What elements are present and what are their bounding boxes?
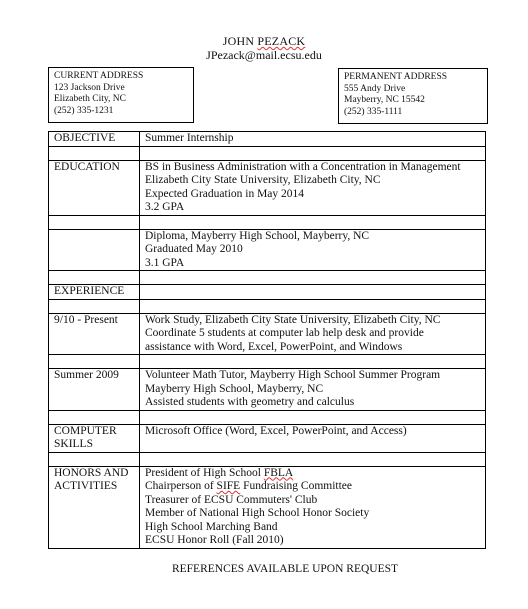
education-row (49, 160, 486, 215)
objective-row (49, 132, 486, 147)
current-address-line2: Elizabeth City, NC (54, 94, 126, 104)
current-address-box (48, 67, 194, 123)
honors-item-text: President of High School (145, 466, 264, 479)
spacer-row (49, 410, 486, 424)
experience-job-row (49, 369, 486, 411)
name-first: OHN (227, 34, 258, 48)
name-initial: J (222, 34, 228, 48)
objective-value: Summer Internship (140, 132, 486, 147)
spacer-row (49, 355, 486, 369)
education-1-line: 3.2 GPA (145, 201, 185, 213)
experience-header-row (49, 285, 486, 300)
honors-item: ECSU Honor Roll (Fall 2010) (145, 534, 284, 546)
permanent-address-box (338, 68, 488, 124)
job-2-date: Summer 2009 (49, 369, 140, 411)
education-1-line: Elizabeth City State University, Elizabeth City, NC (145, 174, 381, 186)
skills-row (49, 424, 486, 452)
permanent-address-line2: Mayberry, NC 15542 (344, 95, 425, 105)
honors-label (49, 466, 140, 548)
honors-label-line: ACTIVITIES (54, 480, 118, 492)
job-1-details (140, 313, 486, 355)
name-surname: PEZACK (257, 34, 306, 48)
job-2-details (140, 369, 486, 411)
spacer-row (49, 299, 486, 313)
references-note: REFERENCES AVAILABLE UPON REQUEST (171, 563, 399, 575)
permanent-address-phone: (252) 335-1111 (344, 106, 403, 117)
job-1-line: Work Study, Elizabeth City State University, Elizabeth City, NC (145, 313, 441, 326)
education-2-line: Diploma, Mayberry High School, Mayberry, NC (145, 229, 370, 242)
spacer-row (49, 146, 486, 160)
honors-item: Treasurer of ECSU Commuters' Club (145, 493, 318, 506)
permanent-address-title: PERMANENT ADDRESS (344, 72, 448, 82)
permanent-address-line1: 555 Andy Drive (344, 83, 406, 94)
honors-org: SIFE (216, 480, 241, 492)
education-label: EDUCATION (49, 160, 140, 215)
honors-label-line: HONORS AND (54, 466, 129, 479)
honors-row (49, 466, 486, 548)
honors-item: Member of National High School Honor Society (145, 507, 370, 519)
spacer-row (49, 452, 486, 466)
skills-label-line: SKILLS (54, 438, 93, 450)
job-1-line: Coordinate 5 students at computer lab help desk and provide (145, 327, 424, 339)
honors-item (145, 480, 480, 494)
resume-name (0, 34, 528, 49)
experience-job-row (49, 313, 486, 355)
job-1-line: assistance with Word, Excel, PowerPoint, and Windows (145, 340, 403, 353)
education-entry-2 (140, 229, 486, 271)
current-address-line1: 123 Jackson Drive (54, 82, 125, 93)
honors-item (145, 467, 480, 481)
education-2-line: 3.1 GPA (145, 256, 185, 269)
honors-org: FBLA (263, 466, 294, 479)
skills-value: Microsoft Office (Word, Excel, PowerPoint, and Access) (140, 424, 486, 452)
spacer-row (49, 271, 486, 285)
job-2-line: Assisted students with geometry and calculus (145, 396, 355, 408)
objective-label: OBJECTIVE (49, 132, 140, 147)
education-1-line: BS in Business Administration with a Concentration in Management (145, 160, 461, 173)
spacer-row (49, 215, 486, 229)
job-1-date: 9/10 - Present (49, 313, 140, 355)
experience-label: EXPERIENCE (49, 285, 140, 300)
honors-item-text: Fundraising Committee (240, 480, 353, 492)
job-2-line: Mayberry High School, Mayberry, NC (145, 382, 324, 395)
honors-list (140, 466, 486, 548)
education-entry-1 (140, 160, 486, 215)
resume-table (48, 131, 486, 549)
current-address-phone: (252) 335-1231 (54, 105, 114, 116)
education-2-line: Graduated May 2010 (145, 243, 243, 255)
honors-item: High School Marching Band (145, 520, 278, 533)
skills-label (49, 424, 140, 452)
education-row-2 (49, 229, 486, 271)
resume-email: JPezack@mail.ecsu.edu (206, 48, 322, 62)
education-1-line: Expected Graduation in May 2014 (145, 187, 305, 200)
honors-item-text: Chairperson of (145, 480, 217, 492)
job-2-line: Volunteer Math Tutor, Mayberry High School Summer Program (145, 369, 441, 381)
skills-label-line: COMPUTER (54, 424, 117, 437)
current-address-title: CURRENT ADDRESS (54, 71, 144, 81)
